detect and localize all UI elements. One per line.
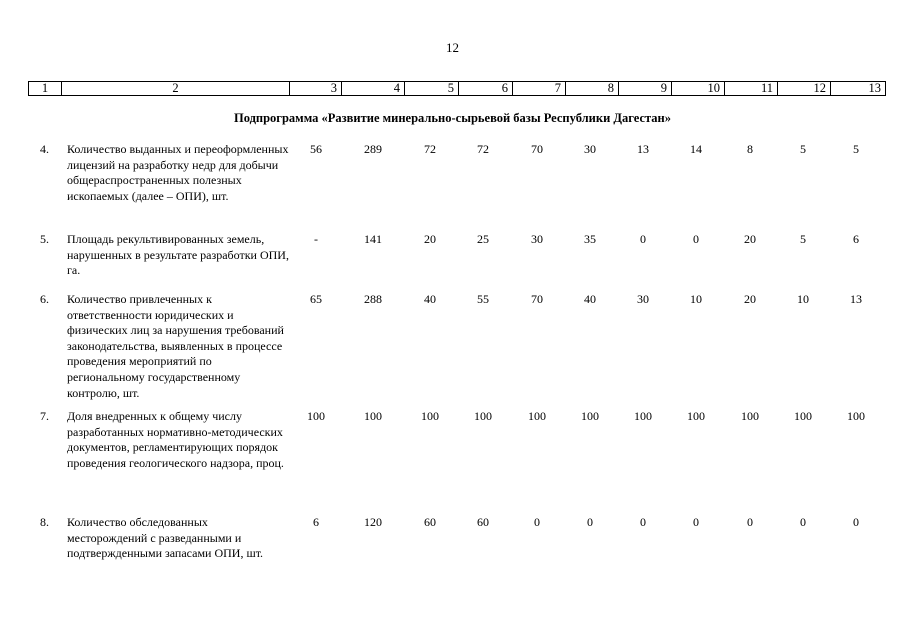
header-col-11: 11 — [725, 82, 778, 96]
value-col-8: 0 — [587, 515, 593, 529]
value-col-6: 72 — [477, 142, 489, 156]
value-col-8: 35 — [584, 232, 596, 246]
row-number: 6. — [40, 292, 49, 306]
value-col-11: 100 — [741, 409, 759, 423]
value-col-5: 60 — [424, 515, 436, 529]
value-col-5: 100 — [421, 409, 439, 423]
row-number: 7. — [40, 409, 49, 423]
value-col-8: 40 — [584, 292, 596, 306]
value-col-13: 5 — [853, 142, 859, 156]
value-col-3: 56 — [310, 142, 322, 156]
subprogram-title: Подпрограмма «Развитие минерально-сырьевой базы Республики Дагестан» — [233, 111, 672, 125]
value-col-6: 100 — [474, 409, 492, 423]
page-number: 12 — [446, 40, 459, 55]
header-col-1: 1 — [29, 82, 62, 96]
value-col-13: 100 — [847, 409, 865, 423]
header-col-5: 5 — [405, 82, 459, 96]
header-col-4: 4 — [342, 82, 405, 96]
value-col-5: 72 — [424, 142, 436, 156]
value-col-10: 100 — [687, 409, 705, 423]
header-col-8: 8 — [566, 82, 619, 96]
value-col-13: 6 — [853, 232, 859, 246]
value-col-3: - — [314, 232, 318, 246]
value-col-8: 100 — [581, 409, 599, 423]
indicator-description: Количество выданных и переоформленных лицензий на разработку недр для добычи общераспространенных полезных ископаемых (далее – ОПИ), шт. — [67, 142, 289, 203]
value-col-7: 70 — [531, 142, 543, 156]
value-col-10: 0 — [693, 515, 699, 529]
value-col-10: 0 — [693, 232, 699, 246]
value-col-11: 0 — [747, 515, 753, 529]
value-col-13: 13 — [850, 292, 862, 306]
value-col-9: 100 — [634, 409, 652, 423]
header-col-10: 10 — [672, 82, 725, 96]
column-number-header — [28, 81, 886, 96]
header-col-2: 2 — [62, 82, 290, 96]
value-col-4: 289 — [364, 142, 382, 156]
value-col-10: 10 — [690, 292, 702, 306]
value-col-4: 120 — [364, 515, 382, 529]
value-col-7: 0 — [534, 515, 540, 529]
value-col-10: 14 — [690, 142, 702, 156]
indicator-description: Площадь рекультивированных земель, нарушенных в результате разработки ОПИ, га. — [67, 232, 289, 278]
header-col-9: 9 — [619, 82, 672, 96]
value-col-9: 30 — [637, 292, 649, 306]
indicator-description: Доля внедренных к общему числу разработанных нормативно-методических документов, регламентирующих порядок проведения геологического надзора, проц. — [67, 409, 284, 470]
value-col-9: 13 — [637, 142, 649, 156]
value-col-3: 6 — [313, 515, 319, 529]
value-col-6: 55 — [477, 292, 489, 306]
value-col-13: 0 — [853, 515, 859, 529]
value-col-7: 70 — [531, 292, 543, 306]
value-col-12: 5 — [800, 142, 806, 156]
value-col-9: 0 — [640, 515, 646, 529]
value-col-5: 20 — [424, 232, 436, 246]
value-col-4: 100 — [364, 409, 382, 423]
value-col-3: 65 — [310, 292, 322, 306]
row-number: 5. — [40, 232, 49, 246]
value-col-7: 100 — [528, 409, 546, 423]
value-col-4: 288 — [364, 292, 382, 306]
value-col-9: 0 — [640, 232, 646, 246]
row-number: 4. — [40, 142, 49, 156]
value-col-12: 100 — [794, 409, 812, 423]
value-col-5: 40 — [424, 292, 436, 306]
value-col-3: 100 — [307, 409, 325, 423]
header-col-7: 7 — [513, 82, 566, 96]
header-col-12: 12 — [778, 82, 831, 96]
value-col-4: 141 — [364, 232, 382, 246]
header-col-3: 3 — [290, 82, 342, 96]
row-number: 8. — [40, 515, 49, 529]
value-col-7: 30 — [531, 232, 543, 246]
value-col-11: 8 — [747, 142, 753, 156]
value-col-11: 20 — [744, 232, 756, 246]
header-col-13: 13 — [831, 82, 886, 96]
value-col-6: 25 — [477, 232, 489, 246]
value-col-12: 0 — [800, 515, 806, 529]
indicator-description: Количество обследованных месторождений с разведанными и подтвержденными запасами ОПИ, шт. — [67, 515, 264, 561]
value-col-12: 5 — [800, 232, 806, 246]
indicator-description: Количество привлеченных к ответственности юридических и физических лиц за нарушения требований законодательства, выявленных в процессе проведения мероприятий по региональному государственному контролю, шт. — [67, 292, 284, 400]
value-col-11: 20 — [744, 292, 756, 306]
value-col-8: 30 — [584, 142, 596, 156]
value-col-6: 60 — [477, 515, 489, 529]
header-col-6: 6 — [459, 82, 513, 96]
value-col-12: 10 — [797, 292, 809, 306]
